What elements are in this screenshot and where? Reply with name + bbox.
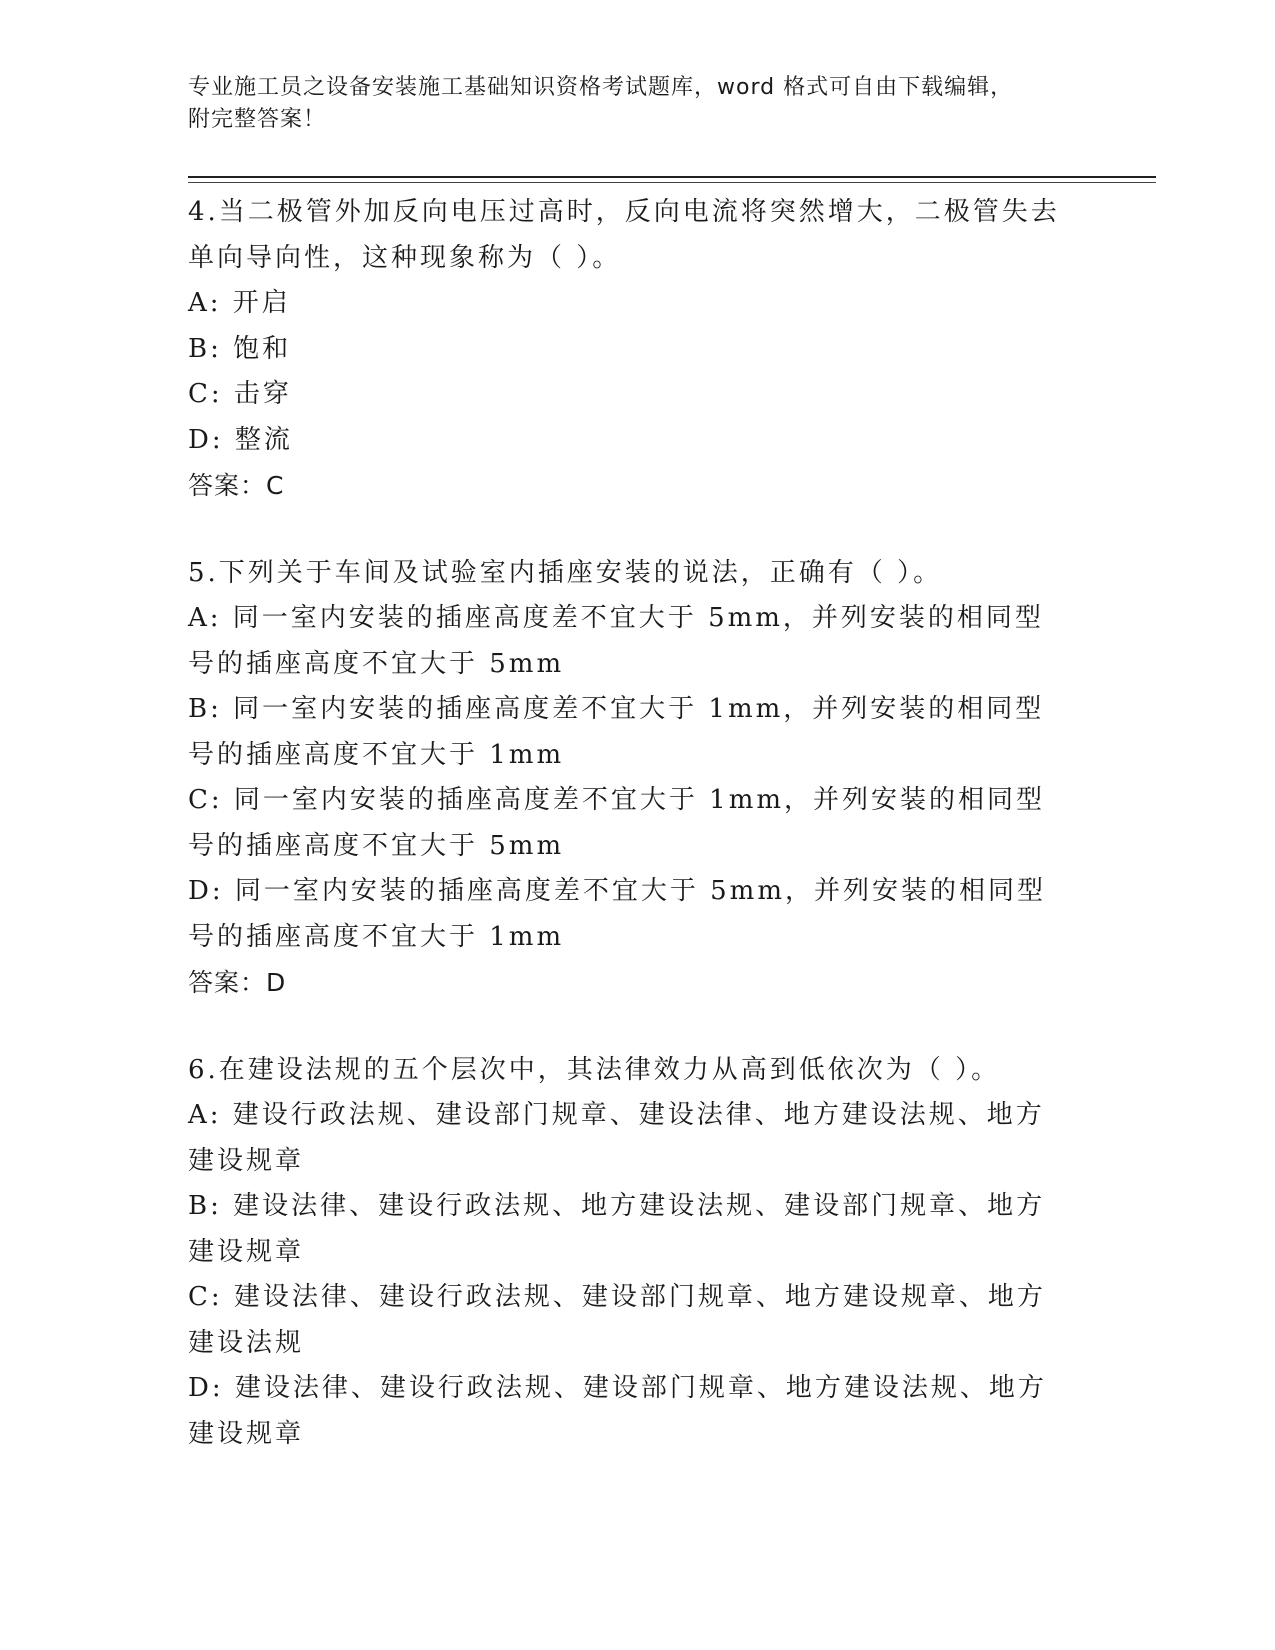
question-list (188, 190, 1068, 1499)
document-header (188, 72, 1048, 136)
question-5 (188, 551, 1068, 1006)
option-d: D: 建设法律、建设行政法规、建设部门规章、地方建设法规、地方建设规章 (188, 1373, 1047, 1449)
header-divider-thick (188, 176, 1156, 178)
header-title-line-2: 附完整答案！ (188, 107, 327, 132)
option-c: C: 建设法律、建设行政法规、建设部门规章、地方建设规章、地方建设法规 (188, 1282, 1046, 1358)
answer: 答案：D (188, 968, 287, 997)
question-4 (188, 190, 1068, 509)
option-d: D: 整流 (188, 424, 293, 455)
question-stem: 6.在建设法规的五个层次中，其法律效力从高到低依次为（ ）。 (188, 1054, 1001, 1085)
question-stem: 5.下列关于车间及试验室内插座安装的说法，正确有（ ）。 (188, 557, 943, 588)
option-c: C: 同一室内安装的插座高度差不宜大于 1mm，并列安装的相同型号的插座高度不宜大于 5mm (188, 785, 1046, 861)
header-divider-thin (188, 182, 1156, 183)
option-b: B: 建设法律、建设行政法规、地方建设法规、建设部门规章、地方建设规章 (188, 1191, 1046, 1267)
option-c: C: 击穿 (188, 379, 292, 409)
option-b: B: 同一室内安装的插座高度差不宜大于 1mm，并列安装的相同型号的插座高度不宜大于 1mm (188, 694, 1045, 770)
option-a: A: 开启 (188, 288, 291, 318)
option-a: A: 建设行政法规、建设部门规章、建设法律、地方建设法规、地方建设规章 (188, 1100, 1045, 1176)
question-stem: 4.当二极管外加反向电压过高时，反向电流将突然增大，二极管失去单向导向性，这种现象称为（ ）。 (188, 197, 1060, 273)
answer: 答案：C (188, 471, 285, 500)
header-title-line-1: 专业施工员之设备安装施工基础知识资格考试题库，word 格式可自由下载编辑， (188, 75, 1014, 100)
option-b: B: 饱和 (188, 333, 292, 364)
option-a: A: 同一室内安装的插座高度差不宜大于 5mm，并列安装的相同型号的插座高度不宜大于 5mm (188, 603, 1044, 679)
question-6 (188, 1048, 1068, 1458)
option-d: D: 同一室内安装的插座高度差不宜大于 5mm，并列安装的相同型号的插座高度不宜大于 1mm (188, 876, 1046, 952)
